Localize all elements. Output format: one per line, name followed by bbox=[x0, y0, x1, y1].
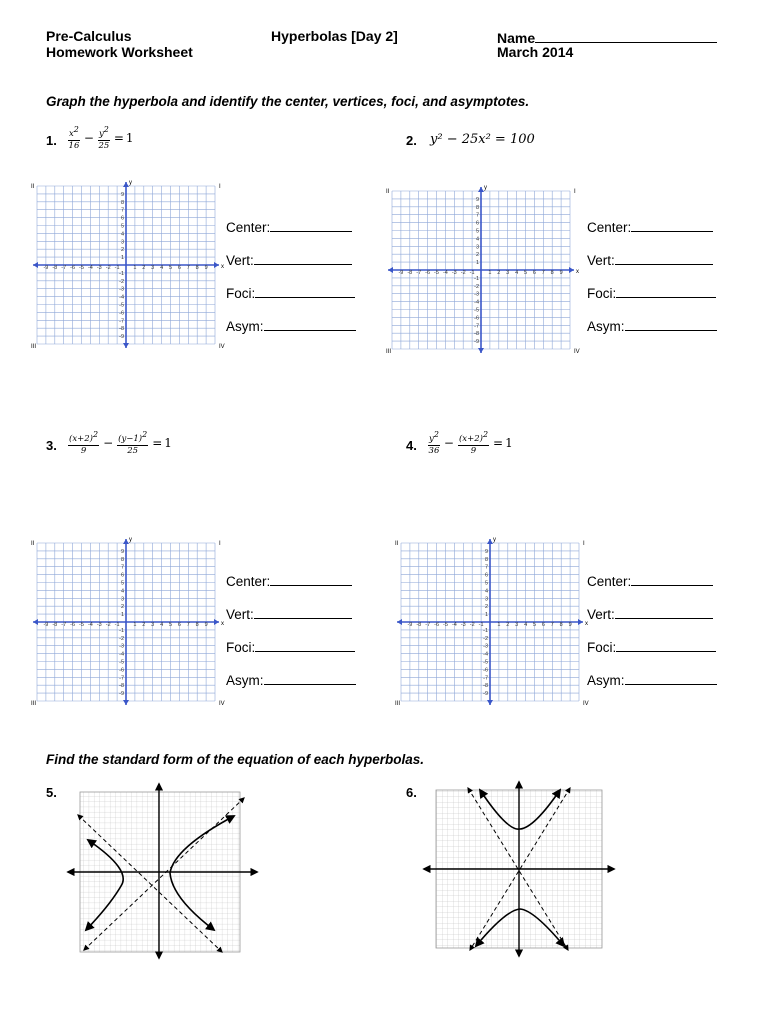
coordinate-grid-4 bbox=[393, 535, 593, 707]
x-tick-label: 1 bbox=[133, 265, 137, 271]
x-tick-label: -9 bbox=[407, 622, 413, 628]
x-tick-label: 1 bbox=[133, 622, 137, 628]
y-tick-label: 5 bbox=[475, 228, 479, 235]
y-tick-label: -6 bbox=[483, 667, 488, 674]
y-tick-label: 1 bbox=[484, 612, 488, 619]
y-tick-label: -4 bbox=[483, 651, 488, 658]
y-tick-label: 6 bbox=[120, 572, 124, 579]
x-tick-label: -7 bbox=[61, 622, 67, 628]
y-axis-label: y bbox=[129, 537, 132, 543]
y-tick-label: 8 bbox=[484, 556, 488, 563]
y-tick-label: -8 bbox=[474, 331, 479, 338]
y-tick-label: 2 bbox=[120, 247, 124, 254]
x-tick-label: -6 bbox=[434, 622, 440, 628]
x-tick-label: 2 bbox=[142, 265, 146, 271]
y-tick-label: 7 bbox=[475, 212, 479, 219]
x-tick-label: 6 bbox=[177, 622, 181, 628]
x-tick-label: 8 bbox=[559, 622, 563, 628]
quadrant-label: II bbox=[395, 541, 399, 547]
x-tick-label: -6 bbox=[425, 270, 431, 276]
x-axis-label: x bbox=[576, 269, 579, 275]
p3-center: Center: bbox=[226, 572, 352, 589]
y-tick-label: -5 bbox=[119, 302, 124, 309]
y-tick-label: 8 bbox=[120, 556, 124, 563]
x-tick-label: -3 bbox=[460, 622, 466, 628]
y-tick-label: -1 bbox=[474, 275, 479, 282]
p4-foci-blank[interactable] bbox=[616, 638, 716, 652]
quadrant-label: III bbox=[395, 701, 401, 707]
x-tick-label: -2 bbox=[469, 622, 475, 628]
x-tick-label: -8 bbox=[407, 270, 413, 276]
y-tick-label: 5 bbox=[120, 223, 124, 230]
topic-title: Hyperbolas [Day 2] bbox=[271, 28, 398, 44]
x-tick-label: 2 bbox=[142, 622, 146, 628]
p4-asymptotes: Asym: bbox=[587, 671, 717, 688]
y-tick-label: 7 bbox=[120, 564, 124, 571]
y-tick-label: 1 bbox=[120, 255, 124, 262]
y-tick-label: -9 bbox=[119, 334, 124, 341]
y-axis-label: y bbox=[493, 537, 496, 543]
x-tick-label: 8 bbox=[195, 622, 199, 628]
quadrant-label: II bbox=[31, 184, 35, 190]
quadrant-label: II bbox=[386, 189, 390, 195]
y-tick-label: -2 bbox=[119, 278, 124, 285]
quadrant-label: III bbox=[386, 349, 392, 355]
p1-asymptotes: Asym: bbox=[226, 317, 356, 334]
x-tick-label: -3 bbox=[96, 265, 102, 271]
instruction-standard-form: Find the standard form of the equation of each hyperbolas. bbox=[46, 752, 425, 767]
p2-vertices: Vert: bbox=[587, 251, 713, 268]
p3-asymptotes: Asym: bbox=[226, 671, 356, 688]
x-tick-label: 7 bbox=[550, 622, 554, 628]
x-tick-label: 4 bbox=[160, 265, 164, 271]
x-axis-label: x bbox=[221, 621, 224, 627]
y-tick-label: 9 bbox=[484, 548, 488, 555]
x-tick-label: 3 bbox=[151, 265, 155, 271]
p4-asymptotes-blank[interactable] bbox=[625, 671, 717, 685]
y-axis-label: y bbox=[129, 180, 132, 186]
x-tick-label: 9 bbox=[204, 622, 208, 628]
y-tick-label: 5 bbox=[120, 580, 124, 587]
x-tick-label: 4 bbox=[515, 270, 519, 276]
p1-vertices-blank[interactable] bbox=[254, 251, 352, 265]
y-tick-label: -6 bbox=[474, 315, 479, 322]
y-tick-label: -5 bbox=[119, 659, 124, 666]
y-tick-label: 1 bbox=[475, 260, 479, 267]
x-tick-label: -1 bbox=[114, 265, 120, 271]
instruction-graph: Graph the hyperbola and identify the center, vertices, foci, and asymptotes. bbox=[46, 94, 530, 109]
p1-foci-blank[interactable] bbox=[255, 284, 355, 298]
x-tick-label: 8 bbox=[195, 265, 199, 271]
x-tick-label: 7 bbox=[186, 622, 190, 628]
coordinate-grid-1 bbox=[30, 178, 230, 350]
x-tick-label: 2 bbox=[506, 622, 510, 628]
x-tick-label: -6 bbox=[70, 265, 76, 271]
p2-foci: Foci: bbox=[587, 284, 716, 301]
x-tick-label: 3 bbox=[506, 270, 510, 276]
y-tick-label: -7 bbox=[119, 318, 124, 325]
y-tick-label: -7 bbox=[474, 323, 479, 330]
y-tick-label: 9 bbox=[120, 548, 124, 555]
x-tick-label: -8 bbox=[416, 622, 422, 628]
problem-2-number: 2. bbox=[406, 133, 417, 148]
x-tick-label: 1 bbox=[488, 270, 492, 276]
y-tick-label: 9 bbox=[120, 191, 124, 198]
y-tick-label: 4 bbox=[120, 231, 124, 238]
p1-foci: Foci: bbox=[226, 284, 355, 301]
worksheet-type: Homework Worksheet bbox=[46, 44, 193, 60]
coordinate-grid-2 bbox=[384, 183, 584, 355]
y-tick-label: 2 bbox=[120, 604, 124, 611]
y-tick-label: 7 bbox=[484, 564, 488, 571]
x-tick-label: -5 bbox=[79, 622, 84, 628]
y-tick-label: -5 bbox=[483, 659, 488, 666]
x-tick-label: -3 bbox=[96, 622, 102, 628]
y-tick-label: 2 bbox=[484, 604, 488, 611]
y-tick-label: -5 bbox=[474, 307, 479, 314]
y-tick-label: -9 bbox=[119, 691, 124, 698]
y-axis-label: y bbox=[484, 185, 487, 191]
coordinate-grid-3 bbox=[30, 535, 230, 707]
y-tick-label: -3 bbox=[119, 643, 124, 650]
y-tick-label: 3 bbox=[120, 596, 124, 603]
y-tick-label: 6 bbox=[475, 220, 479, 227]
y-tick-label: -1 bbox=[483, 627, 488, 634]
x-tick-label: -7 bbox=[425, 622, 431, 628]
y-tick-label: -2 bbox=[483, 635, 488, 642]
x-tick-label: -2 bbox=[460, 270, 466, 276]
p2-center-blank[interactable] bbox=[631, 218, 713, 232]
y-tick-label: -1 bbox=[119, 627, 124, 634]
problem-6-number: 6. bbox=[406, 785, 417, 800]
y-tick-label: -2 bbox=[474, 283, 479, 290]
y-tick-label: -2 bbox=[119, 635, 124, 642]
y-tick-label: -7 bbox=[483, 675, 488, 682]
p1-center: Center: bbox=[226, 218, 352, 235]
problem-1-number: 1. bbox=[46, 133, 57, 148]
y-tick-label: 1 bbox=[120, 612, 124, 619]
y-tick-label: -3 bbox=[474, 291, 479, 298]
y-tick-label: 2 bbox=[475, 252, 479, 259]
y-tick-label: 9 bbox=[475, 196, 479, 203]
x-tick-label: -5 bbox=[79, 265, 84, 271]
quadrant-label: IV bbox=[219, 344, 225, 350]
course-title: Pre-Calculus bbox=[46, 28, 132, 44]
x-tick-label: -8 bbox=[52, 622, 58, 628]
problem-5-number: 5. bbox=[46, 785, 57, 800]
x-tick-label: -9 bbox=[43, 265, 49, 271]
y-tick-label: 6 bbox=[120, 215, 124, 222]
x-tick-label: 7 bbox=[186, 265, 190, 271]
x-axis-label: x bbox=[585, 621, 588, 627]
p3-asymptotes-blank[interactable] bbox=[264, 671, 356, 685]
y-tick-label: -8 bbox=[483, 683, 488, 690]
y-tick-label: -4 bbox=[119, 294, 124, 301]
x-tick-label: 5 bbox=[168, 622, 173, 628]
y-tick-label: 8 bbox=[120, 199, 124, 206]
x-tick-label: -9 bbox=[398, 270, 404, 276]
problem-5-graph bbox=[62, 780, 262, 960]
x-tick-label: 9 bbox=[204, 265, 208, 271]
y-tick-label: 5 bbox=[484, 580, 488, 587]
x-tick-label: 5 bbox=[523, 270, 528, 276]
name-label: Name bbox=[497, 30, 536, 46]
y-tick-label: 4 bbox=[120, 588, 124, 595]
x-tick-label: -7 bbox=[416, 270, 422, 276]
problem-1-equation: $\frac{x^2}{16}$ − $\frac{y^2}{25}$ = 1 bbox=[68, 125, 134, 151]
p4-vertices-blank[interactable] bbox=[615, 605, 713, 619]
p4-foci: Foci: bbox=[587, 638, 716, 655]
p4-center: Center: bbox=[587, 572, 713, 589]
y-tick-label: -9 bbox=[483, 691, 488, 698]
x-tick-label: 3 bbox=[515, 622, 519, 628]
x-tick-label: -1 bbox=[469, 270, 475, 276]
p3-foci-blank[interactable] bbox=[255, 638, 355, 652]
x-tick-label: 9 bbox=[568, 622, 572, 628]
quadrant-label: III bbox=[31, 701, 37, 707]
quadrant-label: III bbox=[31, 344, 37, 350]
p2-vertices-blank[interactable] bbox=[615, 251, 713, 265]
y-tick-label: -3 bbox=[483, 643, 488, 650]
problem-3-equation: $\frac{(x+2)^2}{9}$ − $\frac{(y-1)^2}{25}$ = 1 bbox=[69, 430, 172, 456]
p2-foci-blank[interactable] bbox=[616, 284, 716, 298]
y-tick-label: -1 bbox=[119, 270, 124, 277]
problem-4-equation: $\frac{y^2}{36}$ − $\frac{(x+2)^2}{9}$ = 1 bbox=[428, 430, 513, 456]
y-tick-label: 3 bbox=[120, 239, 124, 246]
x-tick-label: -5 bbox=[434, 270, 439, 276]
x-tick-label: 7 bbox=[541, 270, 545, 276]
y-tick-label: 3 bbox=[484, 596, 488, 603]
y-tick-label: 3 bbox=[475, 244, 479, 251]
p4-vertices: Vert: bbox=[587, 605, 713, 622]
problem-6-graph bbox=[420, 780, 620, 960]
x-tick-label: 6 bbox=[177, 265, 181, 271]
x-tick-label: -4 bbox=[451, 622, 457, 628]
y-tick-label: -9 bbox=[474, 339, 479, 346]
quadrant-label: II bbox=[31, 541, 35, 547]
x-tick-label: -8 bbox=[52, 265, 58, 271]
p1-vertices: Vert: bbox=[226, 251, 352, 268]
x-tick-label: -3 bbox=[451, 270, 457, 276]
y-tick-label: -4 bbox=[119, 651, 124, 658]
y-tick-label: 6 bbox=[484, 572, 488, 579]
p3-vertices: Vert: bbox=[226, 605, 352, 622]
x-tick-label: -7 bbox=[61, 265, 67, 271]
quadrant-label: I bbox=[574, 189, 576, 195]
y-tick-label: -6 bbox=[119, 667, 124, 674]
worksheet-date: March 2014 bbox=[497, 44, 574, 60]
p1-center-blank[interactable] bbox=[270, 218, 352, 232]
y-tick-label: -4 bbox=[474, 299, 479, 306]
x-tick-label: 4 bbox=[524, 622, 528, 628]
y-tick-label: -6 bbox=[119, 310, 124, 317]
x-tick-label: 5 bbox=[532, 622, 537, 628]
y-tick-label: 4 bbox=[475, 236, 479, 243]
y-tick-label: 8 bbox=[475, 204, 479, 211]
y-tick-label: 4 bbox=[484, 588, 488, 595]
p3-center-blank[interactable] bbox=[270, 572, 352, 586]
x-tick-label: -6 bbox=[70, 622, 76, 628]
x-axis-label: x bbox=[221, 264, 224, 270]
x-tick-label: -4 bbox=[87, 265, 93, 271]
x-tick-label: -1 bbox=[478, 622, 484, 628]
quadrant-label: I bbox=[219, 541, 221, 547]
y-tick-label: 7 bbox=[120, 207, 124, 214]
y-tick-label: -8 bbox=[119, 326, 124, 333]
problem-2-equation: y² − 25x² = 100 bbox=[430, 132, 535, 147]
p2-asymptotes-blank[interactable] bbox=[625, 317, 717, 331]
x-tick-label: 4 bbox=[160, 622, 164, 628]
x-tick-label: -4 bbox=[87, 622, 93, 628]
p2-asymptotes: Asym: bbox=[587, 317, 717, 334]
y-tick-label: -3 bbox=[119, 286, 124, 293]
x-tick-label: 9 bbox=[559, 270, 563, 276]
quadrant-label: IV bbox=[219, 701, 225, 707]
p2-center: Center: bbox=[587, 218, 713, 235]
x-tick-label: -1 bbox=[114, 622, 120, 628]
x-tick-label: 8 bbox=[550, 270, 554, 276]
y-tick-label: -7 bbox=[119, 675, 124, 682]
p3-vertices-blank[interactable] bbox=[254, 605, 352, 619]
name-blank bbox=[535, 28, 717, 43]
quadrant-label: IV bbox=[574, 349, 580, 355]
problem-3-number: 3. bbox=[46, 438, 57, 453]
x-tick-label: 2 bbox=[497, 270, 501, 276]
p3-foci: Foci: bbox=[226, 638, 355, 655]
p1-asymptotes-blank[interactable] bbox=[264, 317, 356, 331]
x-tick-label: -5 bbox=[443, 622, 448, 628]
x-tick-label: 6 bbox=[532, 270, 536, 276]
x-tick-label: 5 bbox=[168, 265, 173, 271]
x-tick-label: -9 bbox=[43, 622, 49, 628]
x-tick-label: 3 bbox=[151, 622, 155, 628]
x-tick-label: -2 bbox=[105, 265, 111, 271]
x-tick-label: 1 bbox=[497, 622, 501, 628]
x-tick-label: -4 bbox=[442, 270, 448, 276]
quadrant-label: I bbox=[219, 184, 221, 190]
problem-4-number: 4. bbox=[406, 438, 417, 453]
x-tick-label: 6 bbox=[541, 622, 545, 628]
quadrant-label: I bbox=[583, 541, 585, 547]
x-tick-label: -2 bbox=[105, 622, 111, 628]
quadrant-label: IV bbox=[583, 701, 589, 707]
y-tick-label: -8 bbox=[119, 683, 124, 690]
p4-center-blank[interactable] bbox=[631, 572, 713, 586]
